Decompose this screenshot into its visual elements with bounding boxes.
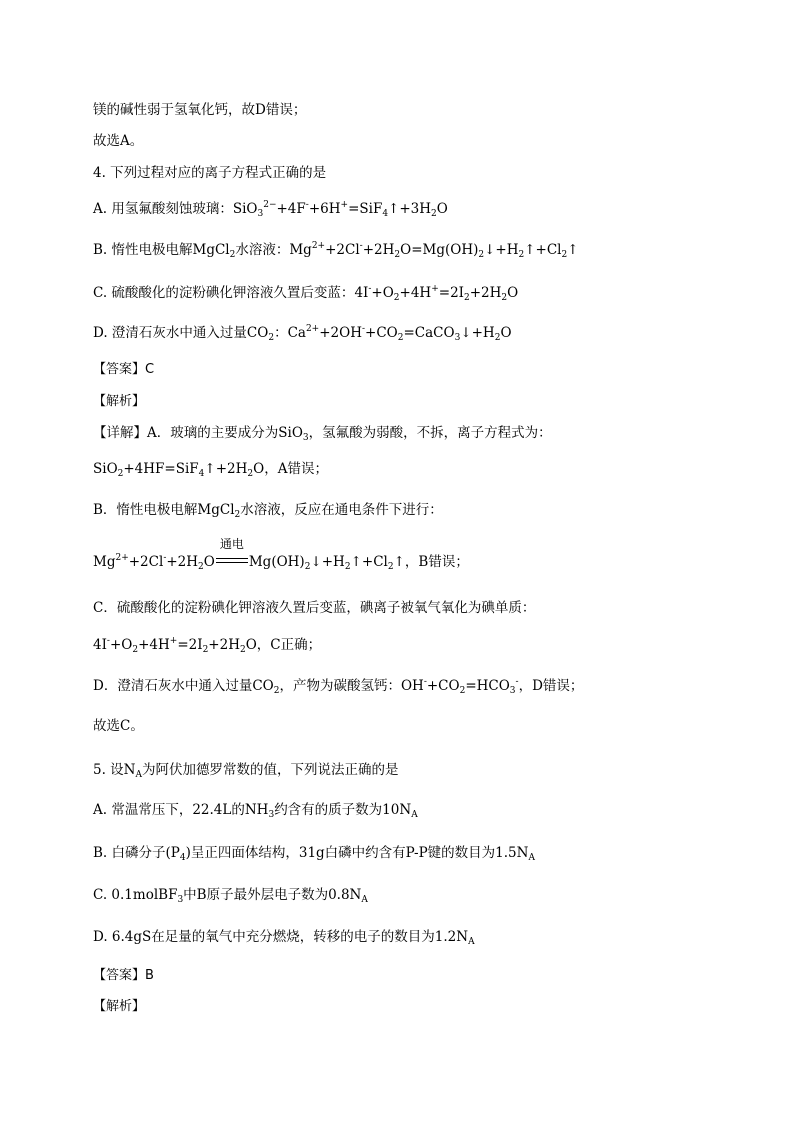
question-5-option-b: B. 白磷分子$(P_4)$呈正四面体结构，31g白磷中约含有P-P键的数目为$1.5N_A$ — [93, 845, 535, 863]
text-line: 镁的碱性弱于氢氧化钙，故D错误； — [93, 102, 307, 118]
equation-b: $Mg^{2+}+2Cl^-+2H_2O$ 通电 $Mg(OH)_2↓+H_2↑+Cl_2↑$，B错误； — [93, 537, 469, 572]
answer-4: 【答案】C — [93, 362, 155, 377]
question-4-option-a: A. 用氢氟酸刻蚀玻璃：$SiO_3^{2-}+4F^-+6H^+=SiF_4↑+3H_2O$ — [93, 200, 448, 219]
question-4-option-d: D. 澄清石灰水中通入过量$CO_2$：$Ca^{2+}+2OH^-+CO_2=CaCO_3↓+H_2O$ — [93, 324, 512, 343]
question-4-stem: 4. 下列过程对应的离子方程式正确的是 — [93, 165, 327, 181]
detail-b: B．惰性电极电解MgCl$_2$水溶液，反应在通电条件下进行： — [93, 502, 443, 520]
detail-a: 【详解】A．玻璃的主要成分为SiO$_3$，氢氟酸为弱酸，不拆，离子方程式为： — [93, 425, 552, 443]
equation-c: $4I^-+O_2+4H^+=2I_2+2H_2O$，C正确； — [93, 636, 322, 655]
question-5-option-d: D. 6.4gS在足量的氧气中充分燃烧，转移的电子的数目为$1.2N_A$ — [93, 929, 475, 947]
electrolysis-condition: 通电 — [216, 552, 248, 572]
question-4-option-b: B. 惰性电极电解MgCl$_2$水溶液：$Mg^{2+}+2Cl^-+2H_2O=Mg(OH)_2↓+H_2↑+Cl_2↑$ — [93, 241, 579, 260]
question-4-option-c: C. 硫酸酸化的淀粉碘化钾溶液久置后变蓝：$4I^-+O_2+4H^+=2I_2+2H_2O$ — [93, 284, 519, 303]
question-5-stem: 5. 设$N_A$为阿伏加德罗常数的值，下列说法正确的是 — [93, 762, 399, 780]
equation-a: $SiO_2+4HF=SiF_4↑+2H_2O$，A错误； — [93, 461, 328, 479]
conclusion-4: 故选C。 — [93, 718, 144, 734]
answer-5: 【答案】B — [93, 968, 154, 983]
question-5-option-c: C. 0.1molBF$_3$中B原子最外层电子数为$0.8N_A$ — [93, 887, 368, 905]
analysis-5-label: 【解析】 — [93, 999, 146, 1014]
detail-c: C．硫酸酸化的淀粉碘化钾溶液久置后变蓝，碘离子被氧气氧化为碘单质： — [93, 600, 536, 616]
detail-d: D．澄清石灰水中通入过量$CO_2$，产物为碳酸氢钙：$OH^-+CO_2=HCO_3^-$，D错误； — [93, 677, 584, 696]
question-5-option-a: A. 常温常压下，22.4L的$NH_3$约含有的质子数为$10N_A$ — [93, 802, 418, 820]
analysis-4-label: 【解析】 — [93, 394, 146, 409]
text-line: 故选A。 — [93, 133, 144, 149]
